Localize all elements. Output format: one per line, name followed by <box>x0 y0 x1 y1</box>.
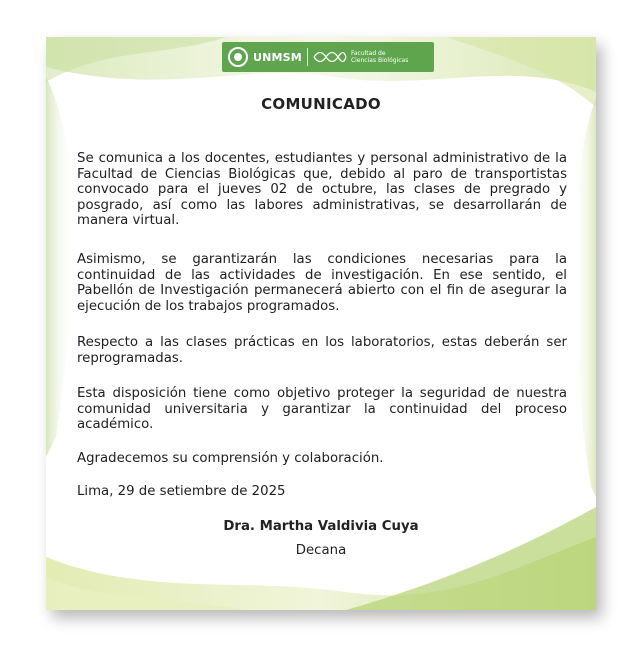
faculty-line-2: Ciencias Biológicas <box>350 57 409 64</box>
logo-divider <box>307 48 308 66</box>
date-line: Lima, 29 de setiembre de 2025 <box>77 484 286 499</box>
signature-role: Decana <box>295 543 347 558</box>
page-title: COMUNICADO <box>261 95 381 113</box>
dna-icon <box>313 50 347 64</box>
faculty-name <box>351 50 408 64</box>
paragraph-2: Asimismo, se garantizarán las condiciones necesarias para la continuidad de las actividades de investigación. En ese sentido, el Pabellón de Investigación permanecerá abierto con el fin de asegurar la ejecución de los trabajos programados. <box>77 252 567 314</box>
paragraph-3: Respecto a las clases prácticas en los laboratorios, estas deberán ser reprogramadas. <box>77 335 567 366</box>
logo-text: UNMSM <box>253 50 302 64</box>
signature-name: Dra. Martha Valdivia Cuya <box>223 519 419 534</box>
university-seal-icon <box>228 47 248 67</box>
header-logo-bar <box>222 42 434 72</box>
faculty-line-1: Facultad de <box>350 50 386 57</box>
paragraph-5: Agradecemos su comprensión y colaboración. <box>77 451 384 466</box>
paragraph-1: Se comunica a los docentes, estudiantes y personal administrativo de la Facultad de Ciencias Biológicas que, debido al paro de transportistas convocado para el jueves 02 de octubre, las clases de pregrado y posgrado, así como las labores administrativas, se desarrollarán de manera virtual. <box>77 151 567 229</box>
announcement-card <box>46 37 596 610</box>
paragraph-4: Esta disposición tiene como objetivo proteger la seguridad de nuestra comunidad universitaria y garantizar la continuidad del proceso académico. <box>77 386 567 433</box>
